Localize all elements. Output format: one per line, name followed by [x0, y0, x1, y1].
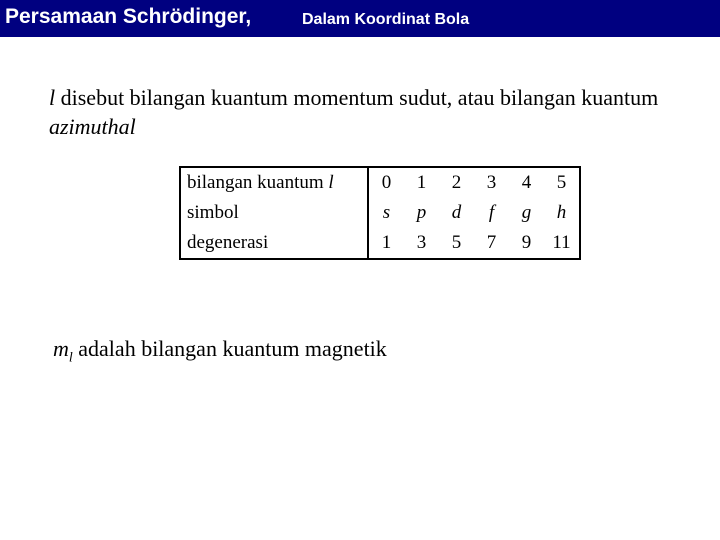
table-cell: 9: [521, 232, 532, 253]
title-bar: [0, 0, 720, 37]
table-cell: d: [451, 202, 462, 223]
table-cell: 5: [556, 172, 567, 193]
table-row: [180, 167, 580, 198]
table-cell: 7: [486, 232, 497, 253]
table-cell: s: [382, 202, 391, 223]
table-cell: 1: [381, 232, 392, 253]
row-label-symbol: simbol: [180, 198, 368, 228]
table-cell: 1: [416, 172, 427, 193]
row-label-quantum: bilangan kuantum l: [180, 167, 368, 198]
intro-text: disebut bilangan kuantum momentum sudut, atau bilangan kuantum: [55, 85, 659, 110]
table-cell: p: [416, 202, 427, 223]
m-text: adalah bilangan kuantum magnetik: [72, 336, 387, 361]
table-cell: f: [488, 202, 495, 223]
table-cell: g: [521, 202, 532, 223]
table-cell: 11: [552, 232, 571, 253]
table-cell: 2: [451, 172, 462, 193]
intro-emphasis: azimuthal: [49, 114, 136, 139]
table-cell: 4: [521, 172, 532, 193]
page-title: Persamaan Schrödinger,: [5, 5, 252, 28]
m-variable: m: [53, 336, 69, 361]
table-row: [180, 228, 580, 259]
table-cell: 3: [486, 172, 497, 193]
quantum-number-table: [179, 166, 581, 260]
intro-paragraph: [49, 83, 689, 141]
table-cell: 3: [416, 232, 427, 253]
table-cell: h: [556, 202, 567, 223]
table-cell: 5: [451, 232, 462, 253]
table-row: [180, 198, 580, 228]
page-subtitle: Dalam Koordinat Bola: [302, 11, 470, 28]
magnetic-quantum-line: [53, 335, 387, 372]
m-subscript: l: [68, 350, 73, 366]
table-cell: 0: [381, 172, 392, 193]
intro-variable: l: [49, 85, 56, 110]
row-label-degeneracy: degenerasi: [180, 228, 368, 259]
